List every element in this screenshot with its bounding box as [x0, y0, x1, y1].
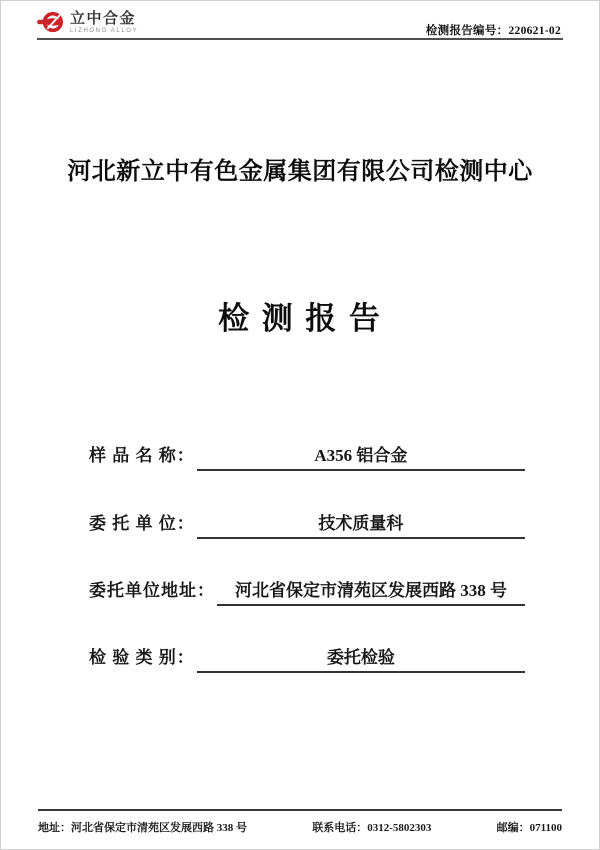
testing-center-name: 河北新立中有色金属集团有限公司检测中心 — [67, 158, 533, 185]
report-number-label: 检测报告编号： — [425, 25, 509, 37]
field-value: 委托检验 — [197, 643, 525, 673]
footer-phone: 联系电话：0312-5802303 — [312, 822, 432, 834]
logo-name-cn: 立中合金 — [70, 9, 137, 27]
footer-address: 地址：河北省保定市清苑区发展西路 338 号 — [38, 822, 247, 834]
field-inspection-type — [89, 643, 525, 673]
footer — [38, 819, 562, 835]
header-divider — [37, 38, 563, 40]
company-logo — [37, 10, 138, 34]
field-sample-name — [89, 441, 525, 471]
field-value: 河北省保定市清苑区发展西路 338 号 — [217, 576, 525, 606]
logo-text — [70, 11, 138, 34]
field-client-address — [89, 576, 525, 606]
report-number — [426, 22, 561, 38]
footer-divider — [38, 809, 562, 811]
report-number-value: 220621-02 — [508, 25, 561, 37]
field-label: 检 验 类 别： — [89, 648, 195, 667]
field-label: 样 品 名 称： — [89, 446, 195, 465]
logo-name-en: LIZHONG ALLOY — [70, 27, 139, 34]
field-client-unit — [89, 509, 525, 539]
field-value: A356 铝合金 — [197, 441, 525, 471]
report-title: 检 测 报 告 — [218, 301, 382, 336]
field-value: 技术质量科 — [197, 509, 525, 539]
lizhong-emblem-icon — [37, 10, 65, 34]
field-label: 委托单位地址： — [89, 581, 215, 600]
footer-postcode: 邮编：071100 — [496, 822, 562, 834]
field-label: 委 托 单 位： — [89, 514, 195, 533]
